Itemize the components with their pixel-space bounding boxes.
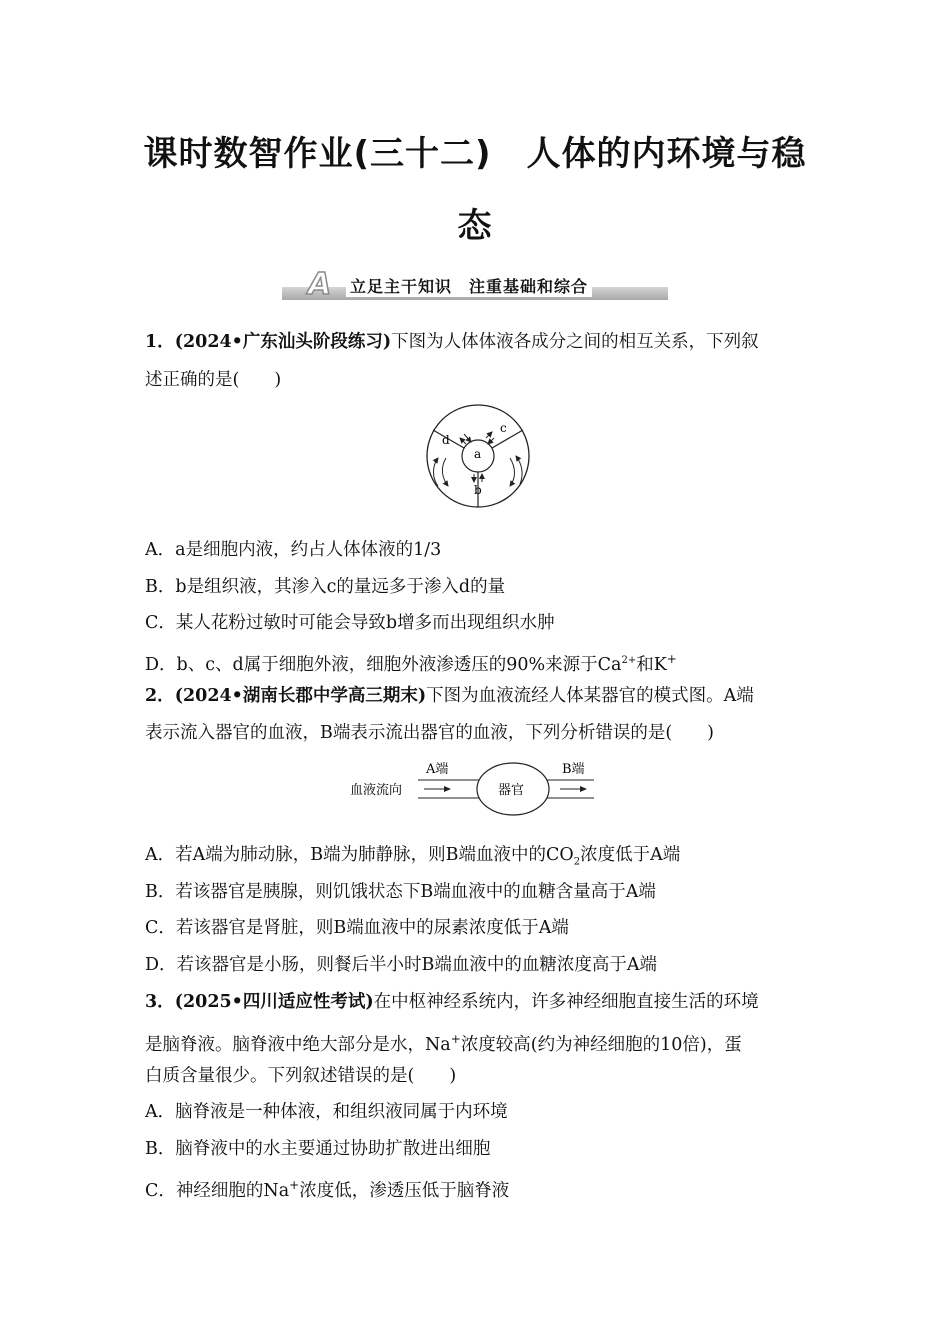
- q2-option-a-sub: 2: [573, 856, 581, 868]
- q2-option-d-text: 若该器官是小肠，则餐后半小时B端血液中的血糖浓度高于A端: [176, 955, 658, 975]
- q1-option-d-label: D．: [145, 654, 177, 675]
- q3-stem-text: 在中枢神经系统内，许多神经细胞直接生活的环境: [373, 992, 759, 1012]
- q3-option-a: [145, 1100, 508, 1124]
- q2-option-c: [145, 916, 569, 940]
- q1-option-b-text: b是组织液，其渗入c的量远多于渗入d的量: [175, 577, 506, 597]
- q1-option-d: [145, 647, 677, 677]
- q2-option-c-text: 若该器官是肾脏，则B端血液中的尿素浓度低于A端: [175, 918, 569, 938]
- q3-stem-sup: +: [450, 1032, 461, 1046]
- body-fluid-diagram: [424, 402, 532, 510]
- q2-option-a-pre: 若A端为肺动脉，B端为肺静脉，则B端血液中的CO: [175, 845, 574, 865]
- q3-option-c-post: 浓度低，渗透压低于脑脊液: [299, 1180, 510, 1201]
- q3-stem-line-2-post: 浓度较高(约为神经细胞的10倍)，蛋: [460, 1034, 742, 1055]
- q1-number: 1．: [145, 332, 175, 352]
- q1-option-c-label: C．: [145, 613, 176, 633]
- q2-stem-text: 下图为血液流经人体某器官的模式图。A端: [426, 686, 754, 706]
- q2-option-b-text: 若该器官是胰腺，则饥饿状态下B端血液中的血糖含量高于A端: [175, 882, 656, 902]
- q3-option-c-label: C．: [145, 1180, 176, 1201]
- page-title-line-2: 态: [457, 206, 493, 246]
- a-end-label: A端: [426, 762, 449, 777]
- label-c: c: [500, 421, 507, 435]
- section-banner: [282, 267, 668, 302]
- q3-option-b-label: B．: [145, 1139, 176, 1159]
- page-title-line-1: 课时数智作业(三十二) 人体的内环境与稳: [143, 134, 807, 174]
- q2-option-a: [145, 843, 680, 875]
- q2-source: (2024•湖南长郡中学高三期末): [174, 686, 427, 706]
- q1-stem-line-1: [145, 330, 759, 354]
- q3-number: 3．: [145, 992, 175, 1012]
- flow-direction-label: 血液流向: [350, 783, 403, 798]
- q2-stem-line-1: [145, 684, 754, 708]
- q2-option-a-post: 浓度低于A端: [580, 845, 681, 865]
- q2-number: 2．: [145, 686, 175, 706]
- q2-option-b-label: B．: [145, 882, 176, 902]
- q1-option-b-label: B．: [145, 577, 176, 597]
- label-b: b: [474, 483, 482, 497]
- q2-option-b: [145, 880, 656, 904]
- q1-option-d-mid: 和K: [636, 654, 667, 675]
- q3-option-b-text: 脑脊液中的水主要通过协助扩散进出细胞: [175, 1139, 491, 1159]
- q2-option-c-label: C．: [145, 918, 176, 938]
- label-a: a: [474, 447, 482, 461]
- q3-option-a-label: A．: [145, 1102, 176, 1122]
- q3-option-c-sup: +: [289, 1178, 300, 1192]
- q2-option-a-label: A．: [145, 845, 176, 865]
- q1-option-d-sup-ca: 2+: [621, 655, 637, 666]
- q2-option-d: [145, 953, 657, 977]
- q3-stem-line-2: [145, 1027, 742, 1057]
- banner-text: 立足主干知识 注重基础和综合: [346, 274, 592, 297]
- q1-source: (2024•广东汕头阶段练习): [174, 332, 392, 352]
- q1-option-a: [145, 538, 441, 562]
- q1-option-d-sup-k: +: [666, 652, 677, 666]
- q1-stem-text: 下图为人体体液各成分之间的相互关系，下列叙: [391, 332, 759, 352]
- q3-source: (2025•四川适应性考试): [174, 992, 374, 1012]
- q3-option-c: [145, 1173, 509, 1203]
- q3-stem-line-1: [145, 990, 759, 1014]
- q1-option-c-text: 某人花粉过敏时可能会导致b增多而出现组织水肿: [175, 613, 555, 633]
- b-end-label: B端: [562, 762, 585, 777]
- q1-option-d-text: b、c、d属于细胞外液，细胞外液渗透压的90%来源于Ca: [176, 654, 622, 675]
- q3-stem-line-3: 白质含量很少。下列叙述错误的是( ): [145, 1066, 457, 1086]
- q3-option-c-pre: 神经细胞的Na: [175, 1180, 290, 1201]
- blood-flow-diagram: [348, 756, 600, 820]
- q2-option-d-label: D．: [145, 955, 177, 975]
- banner-letter: A: [308, 267, 332, 302]
- q1-option-a-label: A．: [145, 540, 176, 560]
- q1-option-b: [145, 575, 505, 599]
- q2-stem-line-2: 表示流入器官的血液，B端表示流出器官的血液，下列分析错误的是( ): [145, 723, 715, 743]
- label-d: d: [442, 433, 450, 447]
- q3-stem-line-2-pre: 是脑脊液。脑脊液中绝大部分是水，Na: [145, 1034, 451, 1055]
- q1-option-c: [145, 611, 555, 635]
- q1-option-a-text: a是细胞内液，约占人体体液的1/3: [175, 540, 442, 560]
- organ-label: 器官: [498, 783, 525, 798]
- q1-stem-line-2: 述正确的是( ): [145, 370, 282, 390]
- q3-option-b: [145, 1137, 490, 1161]
- q3-option-a-text: 脑脊液是一种体液，和组织液同属于内环境: [175, 1102, 508, 1122]
